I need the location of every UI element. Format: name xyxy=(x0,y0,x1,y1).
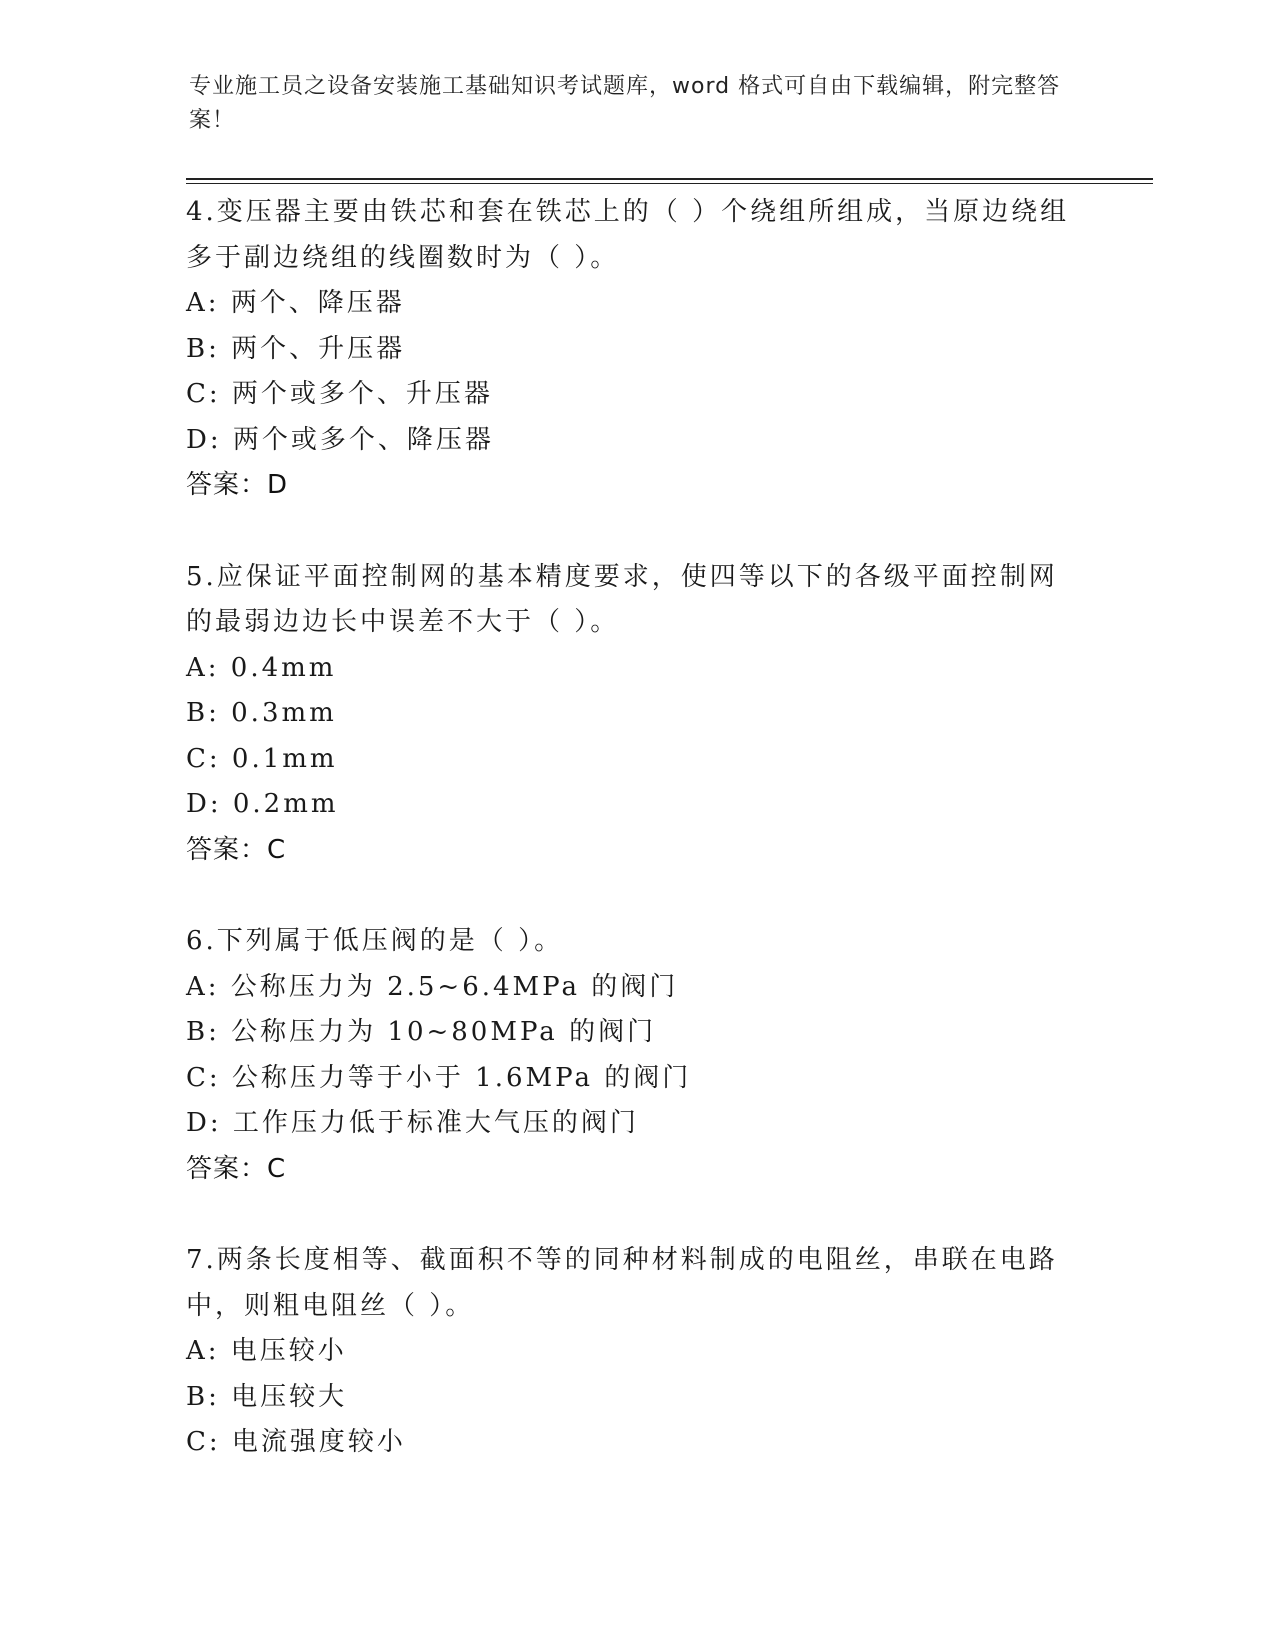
option-c: C: 两个或多个、升压器 xyxy=(186,379,493,409)
option-c: C: 电流强度较小 xyxy=(186,1427,406,1457)
option-b: B: 两个、升压器 xyxy=(186,333,406,364)
option-d: D: 工作压力低于标准大气压的阀门 xyxy=(186,1108,639,1138)
question-list xyxy=(186,190,1086,1512)
question-stem: 4.变压器主要由铁芯和套在铁芯上的（ ）个绕组所组成，当原边绕组多于副边绕组的线圈数时为（ ）。 xyxy=(186,197,1070,273)
question-4 xyxy=(186,190,1086,509)
option-a: A: 0.4mm xyxy=(186,652,337,683)
option-c: C: 公称压力等于小于 1.6MPa 的阀门 xyxy=(186,1062,692,1093)
answer-line: 答案：C xyxy=(186,1153,287,1184)
question-5 xyxy=(186,555,1086,874)
question-stem: 5.应保证平面控制网的基本精度要求，使四等以下的各级平面控制网的最弱边边长中误差不大于（ ）。 xyxy=(186,561,1058,637)
option-b: B: 公称压力为 10~80MPa 的阀门 xyxy=(186,1017,657,1047)
option-a: A: 两个、降压器 xyxy=(186,288,405,318)
option-a: A: 公称压力为 2.5~6.4MPa 的阀门 xyxy=(186,971,679,1002)
option-d: D: 两个或多个、降压器 xyxy=(186,424,494,455)
header-rule-thin xyxy=(186,183,1153,184)
document-header: 专业施工员之设备安装施工基础知识考试题库，word 格式可自由下载编辑，附完整答案！ xyxy=(189,74,1061,133)
option-b: B: 0.3mm xyxy=(186,698,337,728)
answer-line: 答案：C xyxy=(186,834,287,865)
question-stem: 6.下列属于低压阀的是（ ）。 xyxy=(186,926,564,956)
option-a: A: 电压较小 xyxy=(186,1336,347,1366)
option-c: C: 0.1mm xyxy=(186,743,338,774)
question-stem: 7.两条长度相等、截面积不等的同种材料制成的电阻丝，串联在电路中，则粗电阻丝（ ）。 xyxy=(186,1245,1058,1321)
question-6 xyxy=(186,919,1086,1192)
answer-line: 答案：D xyxy=(186,470,289,500)
header-rule-thick xyxy=(186,178,1153,180)
option-d: D: 0.2mm xyxy=(186,789,339,819)
option-b: B: 电压较大 xyxy=(186,1381,348,1412)
question-7 xyxy=(186,1238,1086,1466)
